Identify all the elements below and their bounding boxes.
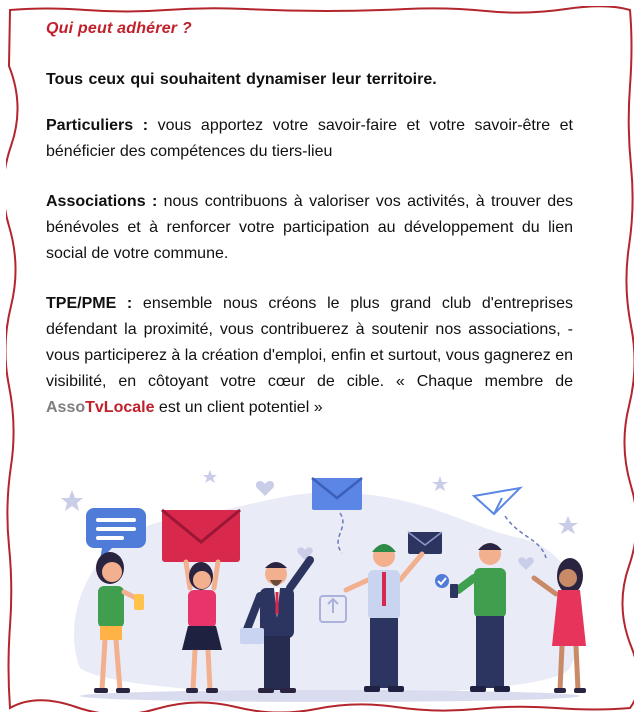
team-networking-illustration [50,468,598,708]
main-content [46,20,573,421]
section-text: ensemble nous créons le plus grand club d'entreprises défendant la proximité, vous contribuerez à soutenir nos associations, - vous participerez à la création d'emploi, enfin et surtout, vous gagnerez en visibilité, en côtoyant votre cœur de cible. « Chaque membre de [46,295,573,390]
intro-text: Tous ceux qui souhaitent dynamiser leur territoire. [46,71,437,88]
section-text-end: est un client potentiel » [154,399,323,416]
section-particuliers [46,113,573,165]
section-label: TPE/PME : [46,295,133,312]
section-text: nous contribuons à valoriser vos activités, à trouver des bénévoles et à renforcer votre participation au développement du lien social de votre commune. [46,193,573,262]
brand-name-part2: TvLocale [85,399,155,416]
brand-name-part1: Asso [46,399,86,416]
envelope-icon [162,510,240,562]
section-label: Associations : [46,193,158,210]
envelope-icon [312,478,362,510]
section-tpe-pme [46,291,573,421]
page-title: Qui peut adhérer ? [46,20,192,37]
section-text: vous apportez votre savoir-faire et votre savoir-être et bénéficier des compétences du tiers-lieu [46,117,573,160]
envelope-icon [408,532,442,554]
section-label: Particuliers : [46,117,149,134]
check-icon [435,574,449,588]
paper-plane-icon [474,488,520,514]
section-associations [46,189,573,267]
